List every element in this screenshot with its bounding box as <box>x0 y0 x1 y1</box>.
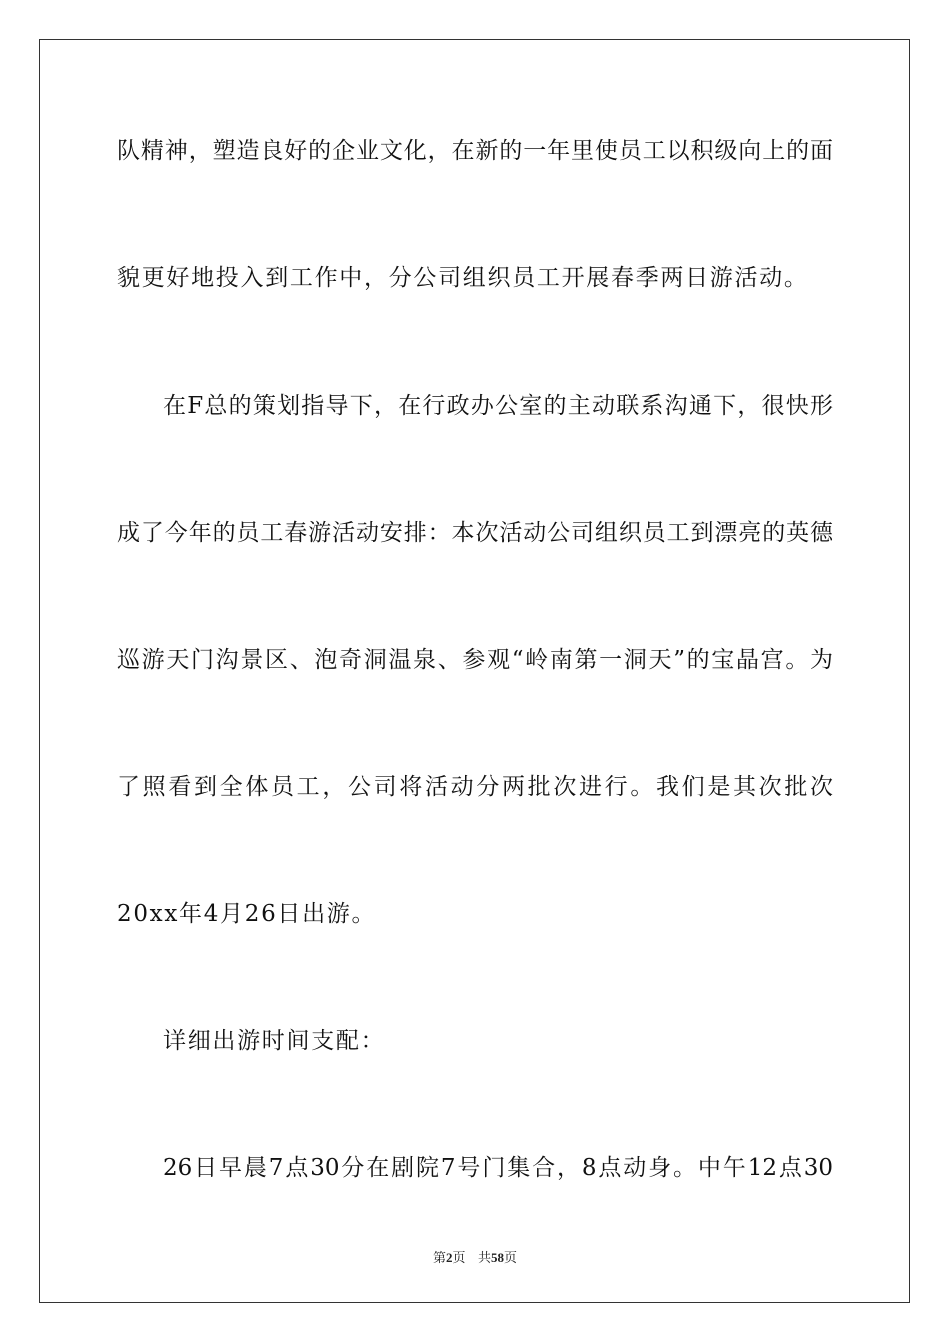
page-footer <box>0 1247 950 1266</box>
body-line-7: 20xx年4月26日出游。 <box>117 901 377 927</box>
body-line-5: 巡游天门沟景区、泡奇洞温泉、参观“岭南第一洞天”的宝晶宫。为 <box>117 647 833 673</box>
body-line-3: 在F总的策划指导下，在行政办公室的主动联系沟通下，很快形 <box>163 393 833 419</box>
body-line-4: 成了今年的员工春游活动安排：本次活动公司组织员工到漂亮的英德 <box>117 520 833 546</box>
body-line-8: 详细出游时间支配： <box>163 1028 386 1054</box>
footer-page-number: 2 <box>446 1250 453 1265</box>
body-line-6: 了照看到全体员工，公司将活动分两批次进行。我们是其次批次 <box>117 774 833 800</box>
body-line-9: 26日早晨7点30分在剧院7号门集合，8点动身。中午12点30 <box>163 1155 833 1181</box>
footer-page-suffix: 页 <box>452 1251 466 1266</box>
footer-total-pages: 58 <box>490 1250 504 1265</box>
footer-page-prefix: 第 <box>433 1251 447 1266</box>
footer-total-suffix: 页 <box>503 1251 517 1266</box>
body-line-2: 貌更好地投入到工作中，分公司组织员工开展春季两日游活动。 <box>117 265 809 291</box>
body-line-1: 队精神，塑造良好的企业文化，在新的一年里使员工以积级向上的面 <box>117 138 833 164</box>
footer-total-prefix: 共 <box>477 1251 491 1266</box>
